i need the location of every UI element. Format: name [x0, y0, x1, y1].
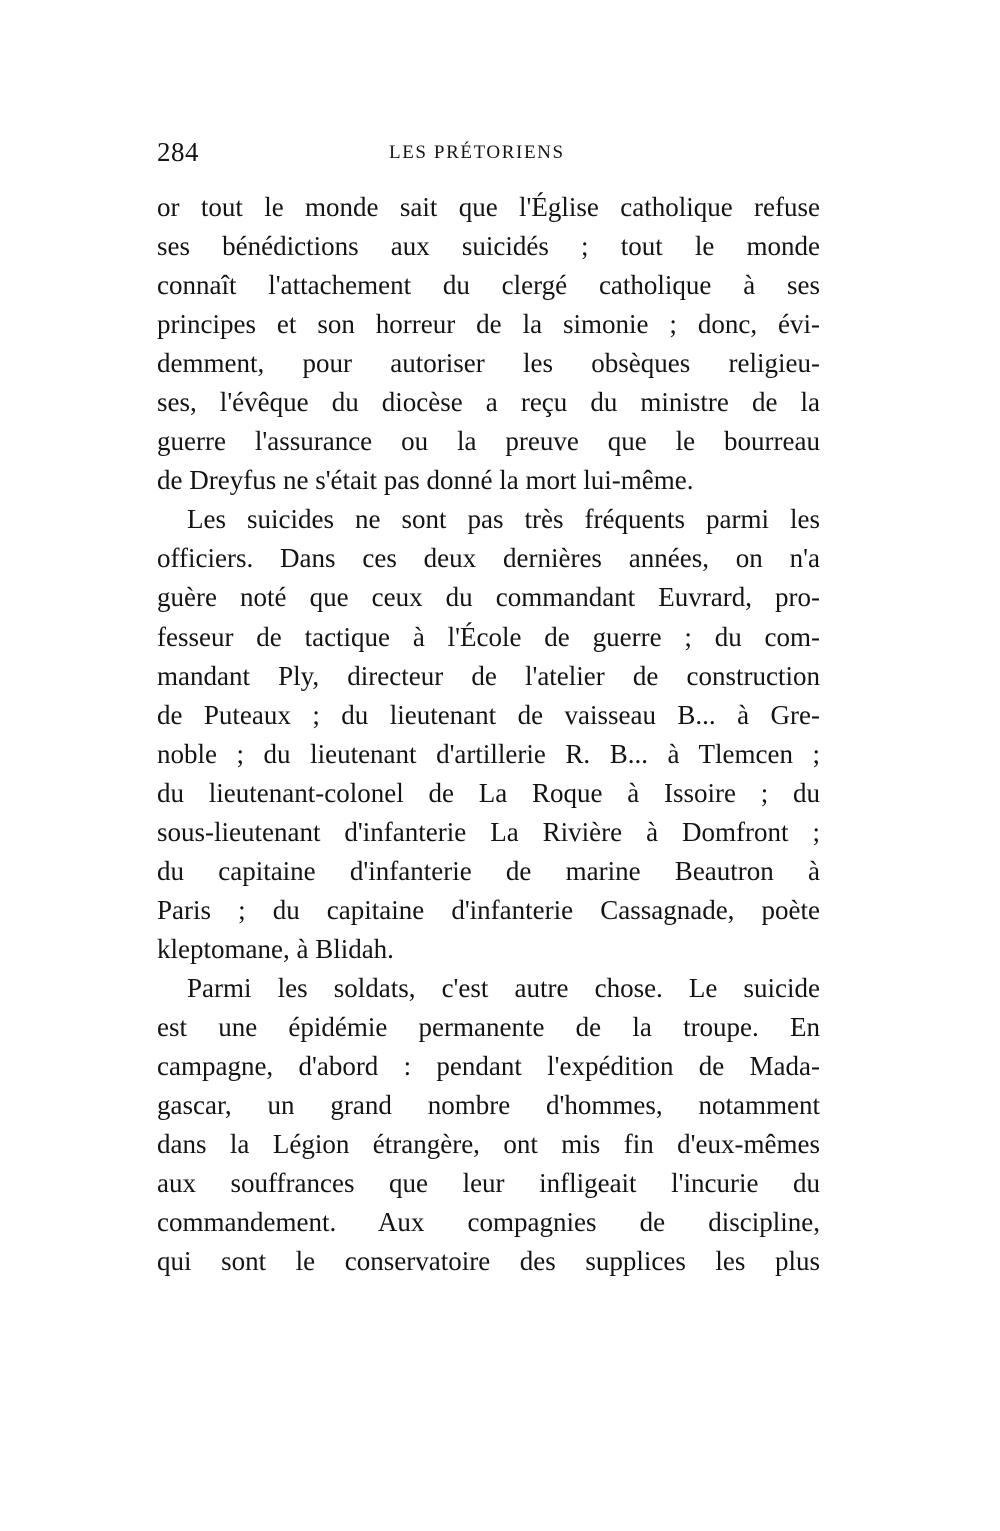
- text-line: commandement. Aux compagnies de discipline,: [157, 1207, 820, 1238]
- text-line: Paris ; du capitaine d'infanterie Cassagnade, poète: [157, 894, 820, 925]
- text-line: noble ; du lieutenant d'artillerie R. B... à Tlemcen ;: [157, 738, 820, 769]
- text-line: mandant Ply, directeur de l'atelier de construction: [157, 660, 820, 691]
- text-line: ses, l'évêque du diocèse a reçu du ministre de la: [157, 387, 820, 418]
- text-line: ses bénédictions aux suicidés ; tout le monde: [157, 231, 820, 262]
- text-line: aux souffrances que leur infligeait l'incurie du: [157, 1168, 820, 1199]
- text-line: guère noté que ceux du commandant Euvrard, pro-: [157, 582, 820, 613]
- page-number: 284: [157, 137, 199, 167]
- text-line: or tout le monde sait que l'Église catholique refuse: [157, 192, 820, 222]
- body-text: [157, 188, 820, 1281]
- text-line: qui sont le conservatoire des supplices les plus: [157, 1246, 820, 1277]
- text-line: guerre l'assurance ou la preuve que le bourreau: [157, 426, 820, 457]
- text-line: Parmi les soldats, c'est autre chose. Le suicide: [187, 972, 820, 1003]
- page-header: [157, 134, 822, 170]
- text-line: est une épidémie permanente de la troupe. En: [157, 1011, 820, 1042]
- text-line: du lieutenant-colonel de La Roque à Issoire ; du: [157, 777, 820, 808]
- text-line: campagne, d'abord : pendant l'expédition de Mada-: [157, 1051, 820, 1082]
- text-line: gascar, un grand nombre d'hommes, notamment: [157, 1090, 820, 1121]
- text-line: connaît l'attachement du clergé catholique à ses: [157, 270, 820, 301]
- text-line: demment, pour autoriser les obsèques religieu-: [157, 348, 820, 379]
- text-line: principes et son horreur de la simonie ; donc, évi-: [157, 309, 820, 340]
- text-line: de Puteaux ; du lieutenant de vaisseau B... à Gre-: [157, 699, 820, 730]
- text-line: Les suicides ne sont pas très fréquents parmi les: [187, 504, 820, 535]
- text-line: de Dreyfus ne s'était pas donné la mort lui-même.: [157, 465, 694, 496]
- text-line: kleptomane, à Blidah.: [157, 933, 394, 964]
- text-line: du capitaine d'infanterie de marine Beautron à: [157, 855, 820, 886]
- text-line: dans la Légion étrangère, ont mis fin d'eux-mêmes: [157, 1129, 820, 1160]
- text-line: sous-lieutenant d'infanterie La Rivière à Domfront ;: [157, 816, 820, 847]
- text-line: fesseur de tactique à l'École de guerre ; du com-: [157, 621, 820, 652]
- text-line: officiers. Dans ces deux dernières années, on n'a: [157, 543, 820, 574]
- running-title: LES PRÉTORIENS: [389, 142, 565, 163]
